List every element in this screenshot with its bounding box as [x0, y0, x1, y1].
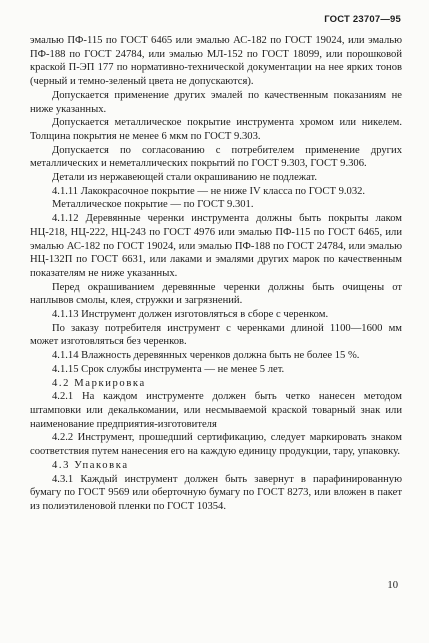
- standard-header: ГОСТ 23707—95: [324, 14, 401, 25]
- paragraph: эмалью ПФ-115 по ГОСТ 6465 или эмалью АС-182 по ГОСТ 19024, или эмалью ПФ-188 по ГОСТ 24784, или эмалью МЛ-152 по ГОСТ 18099, или порошковой краской П-ЭП 177 по нормативно-технической документации на нее ярких тонов (черный и темно-зеленый цвета не допускаются).: [30, 35, 402, 88]
- paragraph: 4.1.13 Инструмент должен изготовляться в сборе с черенком.: [52, 309, 329, 321]
- paragraph: Перед окрашиванием деревянные черенки должны быть очищены от наплывов смолы, клея, стружки и загрязнений.: [30, 281, 402, 307]
- paragraph: 4.1.11 Лакокрасочное покрытие — не ниже IV класса по ГОСТ 9.032.: [52, 185, 366, 197]
- paragraph: Детали из нержавеющей стали окрашиванию не подлежат.: [52, 172, 318, 184]
- paragraph: По заказу потребителя инструмент с черенками длиной 1100—1600 мм может изготовляться без черенков.: [30, 322, 402, 348]
- paragraph: Металлическое покрытие — по ГОСТ 9.301.: [52, 199, 254, 211]
- paragraph: 4.1.12 Деревянные черенки инструмента должны быть покрыты лаком НЦ-218, НЦ-222, НЦ-243 по ГОСТ 4976 или эмалью ПФ-115 по ГОСТ 6465, или эмалью АС-182 по ГОСТ 19024, или эмалью ПФ-188 по ГОСТ 24784, или эмалью НЦ-132П по ГОСТ 6631, или лаками и эмалями других марок по качественным показателям не ниже указанных.: [30, 213, 402, 279]
- paragraph: 4.1.14 Влажность деревянных черенков должна быть не более 15 %.: [52, 350, 360, 362]
- paragraph: 4.3.1 Каждый инструмент должен быть завернут в парафинированную бумагу по ГОСТ 9569 или оберточную бумагу по ГОСТ 8273, или вложен в пакет из полиэтиленовой пленки по ГОСТ 10354.: [30, 473, 402, 512]
- page-number: 10: [387, 580, 398, 591]
- paragraph: 4.2.1 На каждом инструменте должен быть четко нанесен методом штамповки или декалькомании, или несмываемой краской товарный знак или наименование предприятия-изготовителя: [30, 391, 402, 430]
- document-body: [30, 34, 402, 514]
- section-heading: 4.3 Упаковка: [52, 459, 129, 471]
- paragraph: Допускается металлическое покрытие инструмента хромом или никелем. Толщина покрытия не менее 6 мкм по ГОСТ 9.303.: [30, 117, 402, 142]
- paragraph: Допускается применение других эмалей по качественным показаниям не ниже указанных.: [30, 89, 402, 115]
- paragraph: 4.1.15 Срок службы инструмента — не менее 5 лет.: [52, 363, 285, 375]
- paragraph: 4.2.2 Инструмент, прошедший сертификацию, следует маркировать знаком соответствия путем нанесения его на каждую единицу продукции, тару, упаковку.: [30, 432, 402, 458]
- paragraph: Допускается по согласованию с потребителем применение других металлических и неметаллических покрытий по ГОСТ 9.303, ГОСТ 9.306.: [30, 144, 402, 170]
- section-heading: 4.2 Маркировка: [52, 377, 146, 389]
